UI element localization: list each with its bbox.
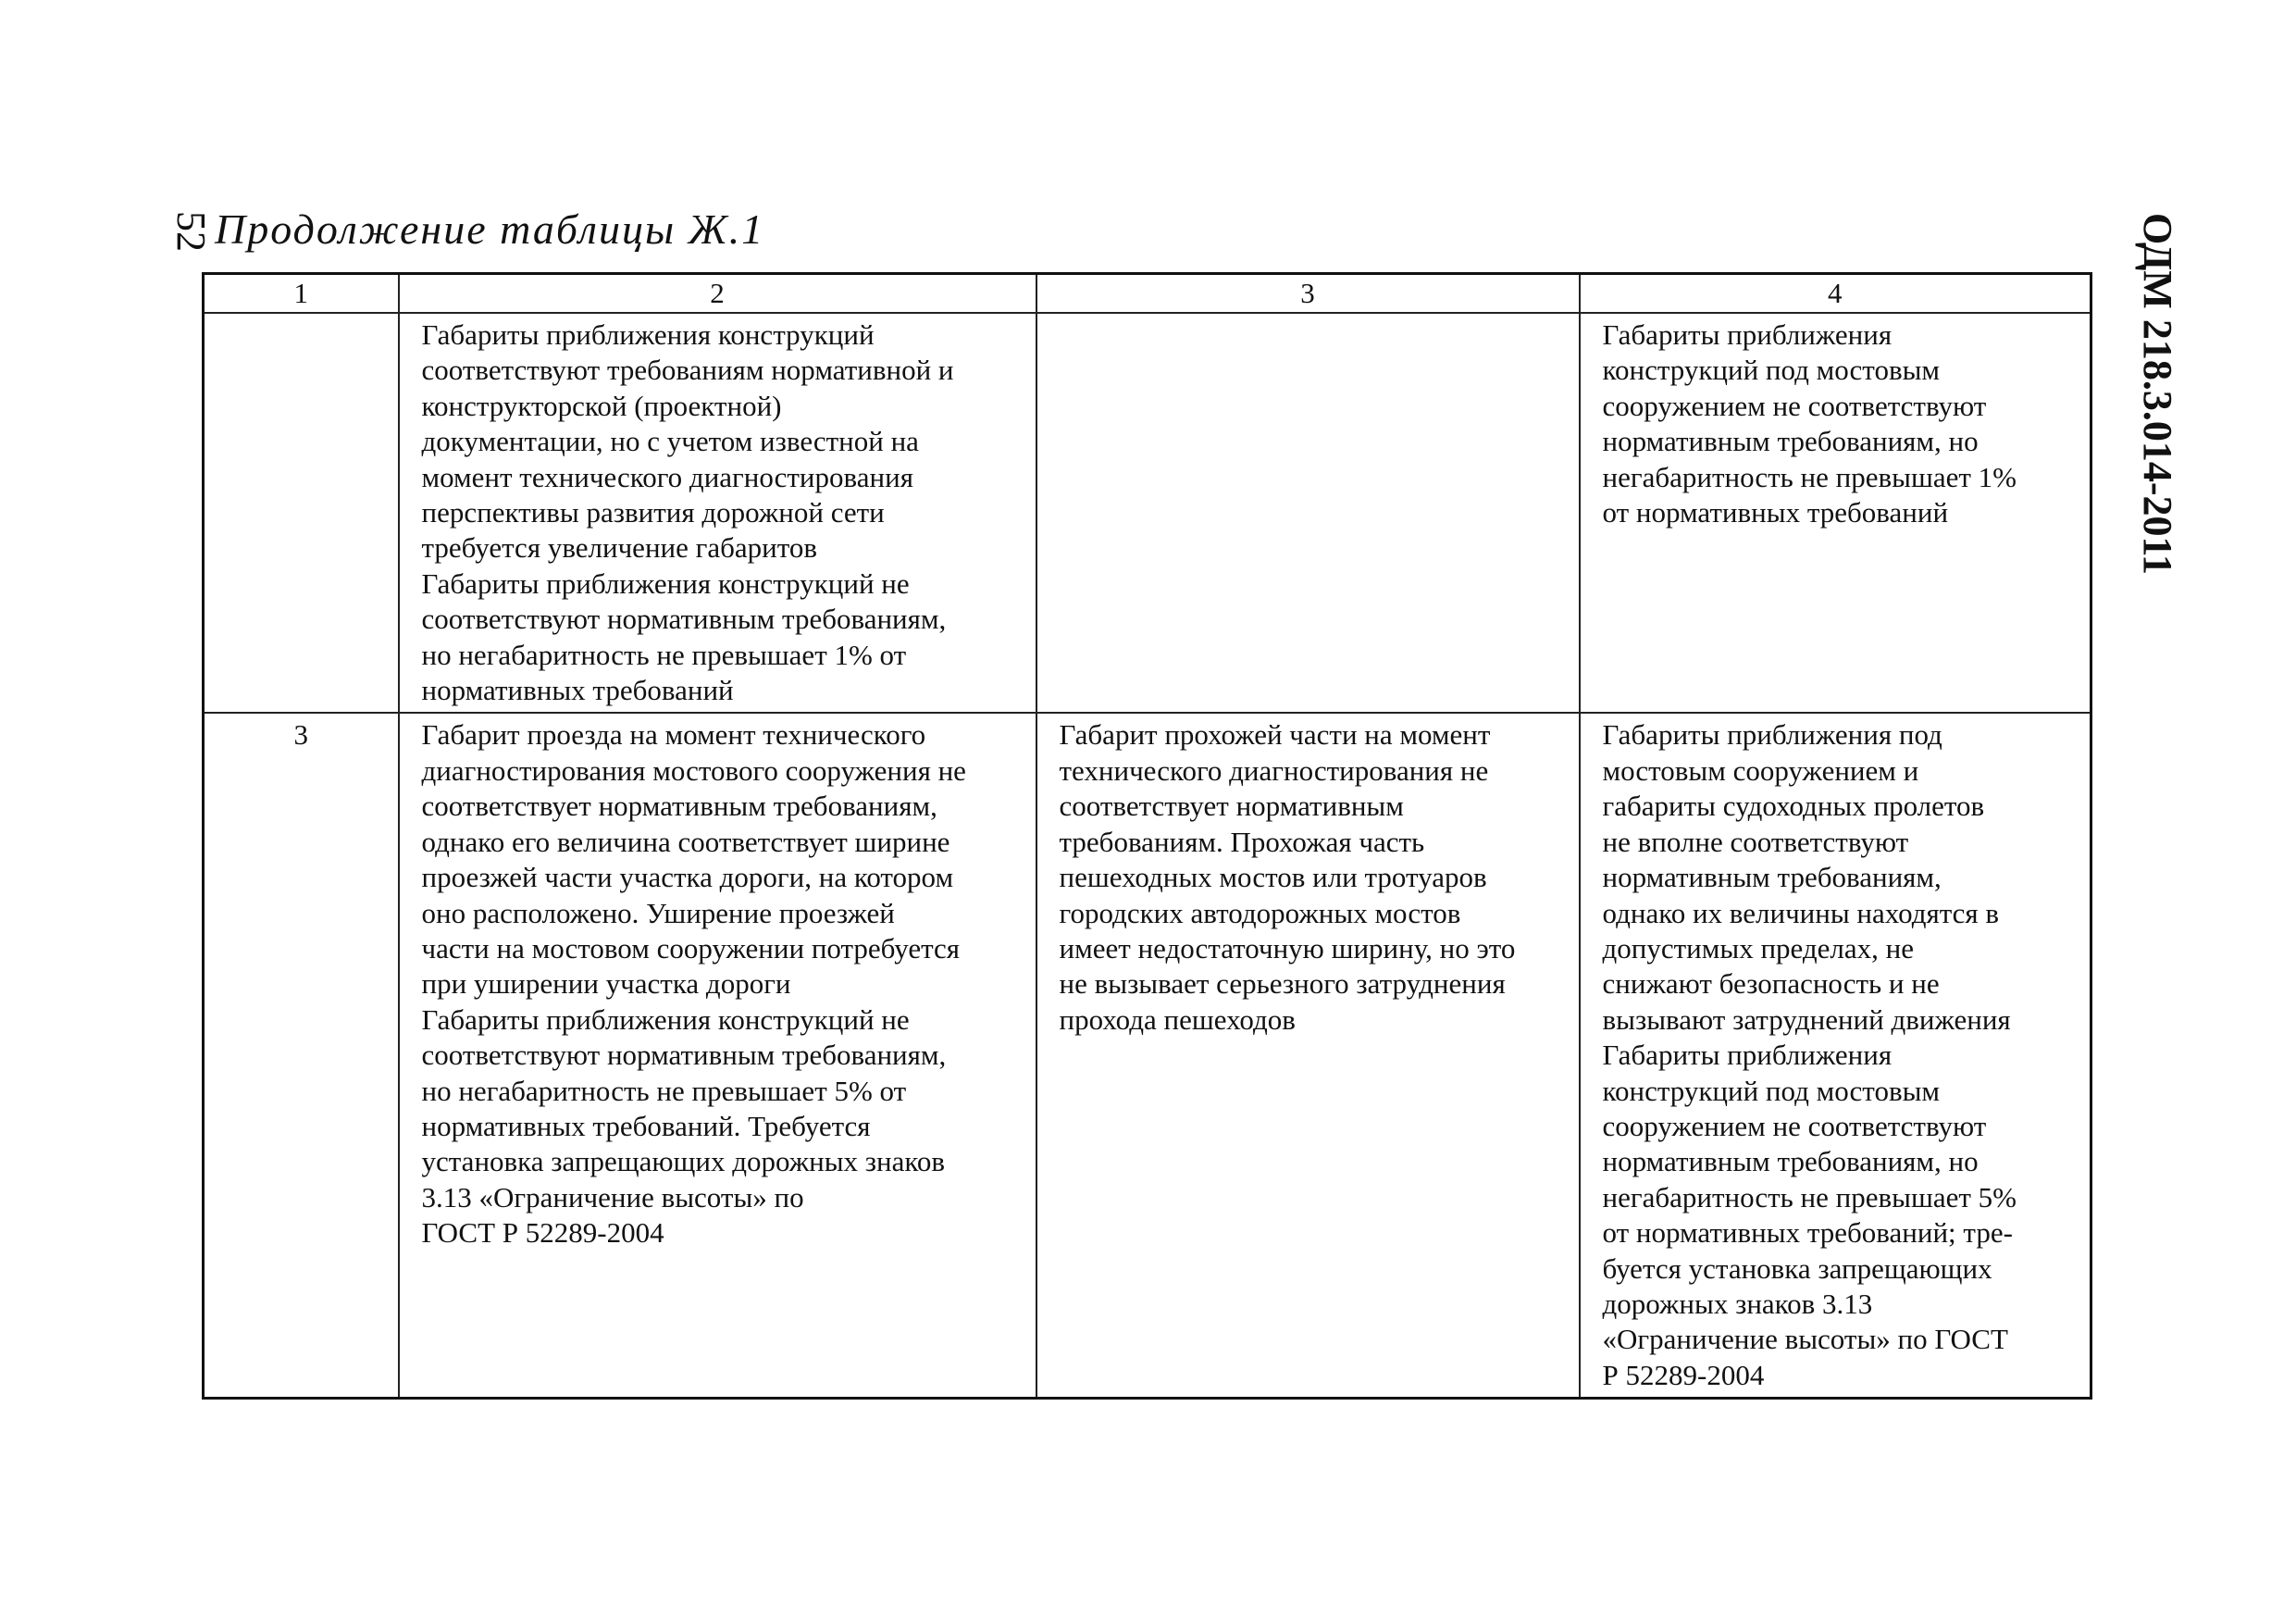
header-row: [204, 274, 2091, 314]
cell-text-line: Габариты приближения: [1602, 1039, 1893, 1072]
cell-text-line: пешеходных мостов или тротуаров: [1059, 861, 1487, 894]
cell-text-line: требуется увеличение габаритов: [421, 531, 818, 565]
cell-text-line: мостовым сооружением и: [1602, 753, 1919, 787]
cell-text-line: буется установка запрещающих: [1602, 1251, 1992, 1285]
cell-criteria-2: [399, 713, 1036, 1399]
header-col-2: 2: [399, 274, 1036, 314]
cell-text-line: соответствует нормативным: [1059, 790, 1404, 823]
cell-text-line: Габарит прохожей части на момент: [1059, 718, 1491, 752]
cell-text-line: Габариты приближения конструкций не: [421, 1002, 910, 1036]
cell-text-line: соответствуют нормативным требованиям,: [421, 1039, 947, 1072]
cell-text-line: момент технического диагностирования: [421, 460, 913, 493]
page-number: 52: [168, 211, 214, 252]
cell-text-line: Габариты приближения конструкций: [421, 318, 875, 351]
cell-text-line: прохода пешеходов: [1059, 1002, 1296, 1036]
cell-text-line: технического диагностирования не: [1059, 753, 1489, 787]
table-row: [204, 313, 2091, 713]
cell-criteria-3: [1036, 313, 1580, 713]
cell-text-line: 3.13 «Ограничение высоты» по: [421, 1180, 804, 1214]
cell-text-line: диагностирования мостового сооружения не: [421, 753, 966, 787]
cell-text-line: негабаритность не превышает 1%: [1602, 460, 2017, 493]
cell-text-line: соответствуют требованиям нормативной и: [421, 354, 954, 387]
cell-text-line: однако их величины находятся в: [1602, 896, 2000, 929]
cell-number: 3: [204, 713, 399, 1399]
cell-text-line: но негабаритность не превышает 5% от: [421, 1074, 907, 1107]
document-code: ОДМ 218.3.014-2011: [2135, 213, 2180, 576]
cell-text-line: при уширении участка дороги: [421, 967, 791, 1001]
cell-text-line: соответствуют нормативным требованиям,: [421, 603, 947, 636]
cell-text-line: но негабаритность не превышает 1% от: [421, 638, 907, 671]
cell-text-line: Габариты приближения под: [1602, 718, 1942, 752]
cell-number: [204, 313, 399, 713]
cell-text-line: сооружением не соответствуют: [1602, 389, 1987, 422]
cell-criteria-3: [1036, 713, 1580, 1399]
cell-criteria-4: [1580, 313, 2091, 713]
cell-text-line: нормативным требованиям,: [1602, 861, 1942, 894]
cell-text-line: Р 52289-2004: [1602, 1358, 1765, 1391]
cell-text-line: не вполне соответствуют: [1602, 825, 1909, 858]
cell-text-line: не вызывает серьезного затруднения: [1059, 967, 1506, 1001]
cell-text-line: Габариты приближения конструкций не: [421, 566, 910, 600]
cell-text-line: ГОСТ Р 52289-2004: [421, 1216, 664, 1250]
header-col-1: 1: [204, 274, 399, 314]
cell-criteria-4: [1580, 713, 2091, 1399]
cell-criteria-2: [399, 313, 1036, 713]
cell-text-line: нормативным требованиям, но: [1602, 425, 1979, 458]
cell-text-line: перспективы развития дорожной сети: [421, 496, 885, 529]
cell-text-line: снижают безопасность и не: [1602, 967, 1940, 1001]
cell-text-line: допустимых пределах, не: [1602, 931, 1915, 965]
cell-text-line: сооружением не соответствуют: [1602, 1109, 1987, 1142]
cell-text-line: Габариты приближения: [1602, 318, 1893, 351]
cell-text-line: от нормативных требований: [1602, 496, 1949, 529]
cell-text-line: конструкций под мостовым: [1602, 1074, 1941, 1107]
cell-text-line: однако его величина соответствует ширине: [421, 825, 950, 858]
header-col-4: 4: [1580, 274, 2091, 314]
table-row: [204, 713, 2091, 1399]
header-col-3: 3: [1036, 274, 1580, 314]
cell-text-line: городских автодорожных мостов: [1059, 896, 1461, 929]
cell-text-line: нормативных требований: [421, 674, 734, 707]
cell-text-line: габариты судоходных пролетов: [1602, 790, 1985, 823]
cell-text-line: Габарит проезда на момент технического: [421, 718, 926, 752]
cell-text-line: соответствует нормативным требованиям,: [421, 790, 937, 823]
cell-text-line: нормативным требованиям, но: [1602, 1145, 1979, 1178]
cell-text-line: конструкций под мостовым: [1602, 354, 1941, 387]
cell-text-line: вызывают затруднений движения: [1602, 1002, 2011, 1036]
cell-text-line: документации, но с учетом известной на: [421, 425, 919, 458]
cell-text-line: имеет недостаточную ширину, но это: [1059, 931, 1516, 965]
table-caption: Продолжение таблицы Ж.1: [215, 205, 765, 253]
cell-text-line: нормативных требований. Требуется: [421, 1109, 871, 1142]
cell-text-line: требованиям. Прохожая часть: [1059, 825, 1425, 858]
cell-text-line: дорожных знаков 3.13: [1602, 1287, 1873, 1320]
cell-text-line: «Ограничение высоты» по ГОСТ: [1602, 1323, 2008, 1356]
cell-text-line: установка запрещающих дорожных знаков: [421, 1145, 946, 1178]
cell-text-line: проезжей части участка дороги, на котором: [421, 861, 954, 894]
cell-text-line: оно расположено. Уширение проезжей: [421, 896, 895, 929]
cell-text-line: негабаритность не превышает 5%: [1602, 1180, 2017, 1214]
main-table: [202, 272, 2092, 1400]
cell-text-line: конструкторской (проектной): [421, 389, 782, 422]
cell-text-line: от нормативных требований; тре-: [1602, 1216, 2013, 1250]
cell-text-line: части на мостовом сооружении потребуется: [421, 931, 961, 965]
